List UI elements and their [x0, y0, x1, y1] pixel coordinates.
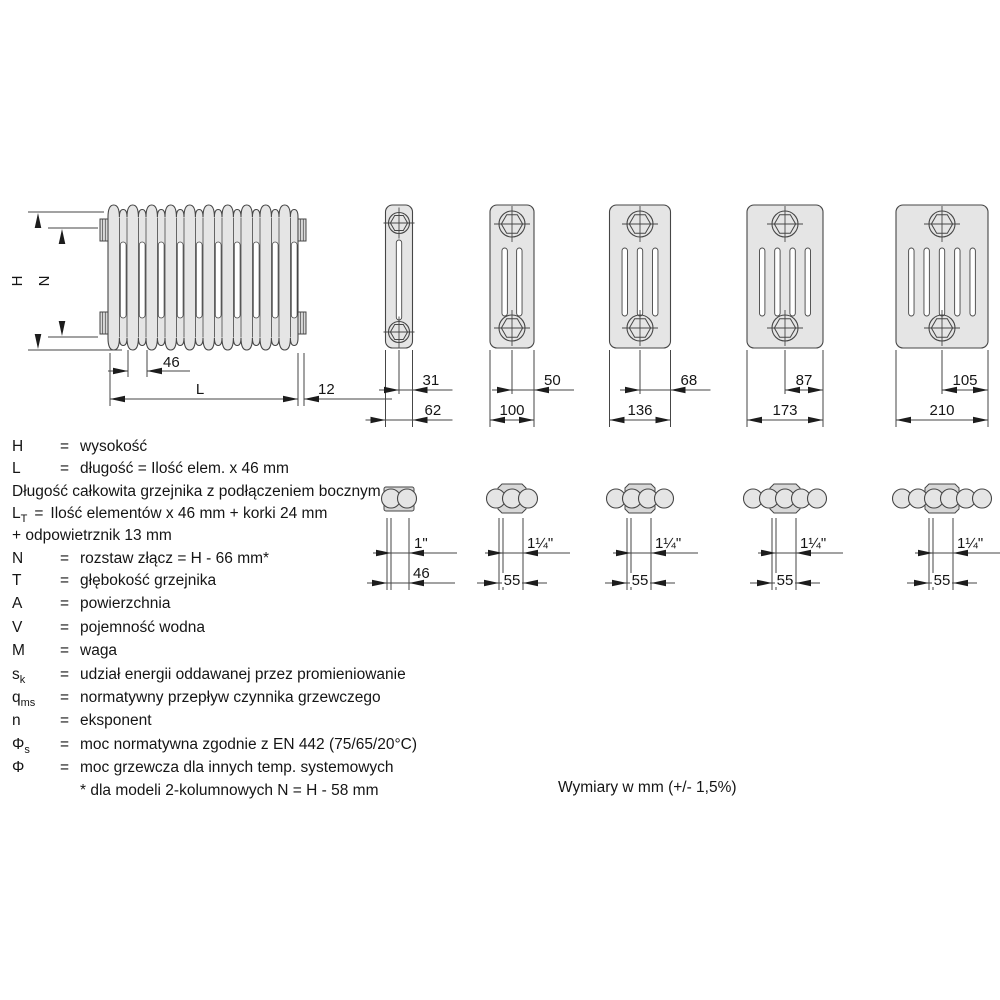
section-slot — [939, 248, 944, 316]
half-depth-dim-label: 68 — [680, 372, 698, 389]
legend-note-text: + odpowietrznik 13 mm — [12, 527, 172, 544]
dimension-arrow — [488, 550, 503, 557]
pitch-dim-label: 55 — [503, 572, 521, 589]
legend-symbol — [12, 688, 35, 709]
connection-size-label: 1¼" — [655, 535, 682, 552]
dimension-arrow — [918, 550, 933, 557]
dimension-arrow — [371, 417, 386, 424]
dimension-arrow — [914, 580, 929, 587]
column-tube-circle — [973, 489, 992, 508]
dimension-arrow — [761, 550, 776, 557]
dimension-arrow — [35, 334, 42, 349]
legend-equals: = — [60, 460, 70, 477]
connection-size-label: 1" — [414, 535, 428, 552]
section-slot — [517, 248, 522, 316]
connection-size-label: 1¼" — [527, 535, 554, 552]
dimension-arrow — [147, 368, 162, 375]
section-slot — [909, 248, 914, 316]
legend-equals: = — [60, 666, 70, 683]
tube-gap-slot — [196, 242, 202, 318]
top-view-6-column — [893, 484, 1000, 590]
tube-gap-slot — [177, 242, 183, 318]
legend-description: rozstaw złącz = H - 66 mm* — [80, 550, 270, 567]
dimension-arrow — [747, 417, 762, 424]
dimension-arrow — [973, 417, 988, 424]
legend-symbol-main: V — [12, 619, 23, 636]
legend-symbol-main: s — [12, 666, 20, 683]
legend-symbol — [12, 641, 25, 662]
dimension-arrow — [808, 417, 823, 424]
legend-symbol-main: M — [12, 642, 25, 659]
connection-stub — [100, 219, 108, 241]
legend-row — [80, 781, 378, 801]
section-slot — [622, 248, 627, 316]
legend-description: waga — [80, 642, 118, 659]
section-slot — [653, 248, 658, 316]
column-tube-circle — [398, 489, 417, 508]
legend-symbol-subscript: s — [24, 744, 30, 756]
front-view-radiator — [9, 205, 392, 406]
tube-gap-slot — [139, 242, 145, 318]
legend-description: powierzchnia — [80, 595, 171, 612]
pitch-dim-label: 55 — [631, 572, 649, 589]
dimension-arrow — [35, 213, 42, 228]
legend-symbol-subscript: ms — [20, 697, 36, 709]
legend-symbol-main: n — [12, 712, 21, 729]
legend-equals: = — [60, 438, 70, 455]
cross-section-5-column — [747, 205, 823, 427]
cross-section-views — [366, 205, 989, 427]
legend-symbol-main: q — [12, 689, 21, 706]
legend-row — [12, 504, 327, 525]
legend-symbol — [12, 459, 21, 480]
legend-description: głębokość grzejnika — [80, 572, 217, 589]
legend-row — [12, 526, 172, 546]
legend-note-text: * dla modeli 2-kolumnowych N = H - 58 mm — [80, 782, 379, 799]
dimension-arrow — [651, 580, 666, 587]
connection-stub — [298, 219, 306, 241]
legend-symbol-subscript: k — [19, 674, 26, 686]
legend-symbol-main: Φ — [12, 759, 25, 776]
tube-gap-slot — [158, 242, 164, 318]
legend-description: udział energii oddawanej przez promieniowanie — [80, 666, 406, 683]
connection-stub — [100, 312, 108, 334]
legend-equals: = — [60, 595, 70, 612]
half-depth-dim-label: 31 — [422, 372, 440, 389]
legend-equals: = — [34, 505, 44, 522]
pitch-dim-label: 55 — [933, 572, 951, 589]
legend-description: moc normatywna zgodnie z EN 442 (75/65/20°C) — [80, 736, 418, 753]
legend-symbol — [12, 549, 23, 570]
height-dim-label: H — [9, 275, 26, 287]
section-slot — [760, 248, 765, 316]
column-tube-circle — [655, 489, 674, 508]
cross-section-3-column — [490, 205, 574, 427]
column-tube-circle — [519, 489, 538, 508]
dimension-arrow — [497, 387, 512, 394]
dimension-arrow — [796, 580, 811, 587]
legend-symbol — [12, 594, 22, 615]
dimension-arrow — [757, 580, 772, 587]
dimension-arrow — [113, 368, 128, 375]
legend-description: długość = Ilość elem. x 46 mm — [80, 460, 289, 477]
dimension-arrow — [612, 580, 627, 587]
section-slot — [396, 240, 401, 320]
legend-equals: = — [60, 550, 70, 567]
column-tube-circle — [808, 489, 827, 508]
dimension-arrow — [59, 321, 66, 336]
legend-equals: = — [60, 689, 70, 706]
depth-dim-label: 62 — [424, 402, 442, 419]
legend-equals: = — [60, 619, 70, 636]
section-slot — [805, 248, 810, 316]
dimension-arrow — [376, 550, 391, 557]
connection-size-label: 1¼" — [800, 535, 827, 552]
section-slot — [775, 248, 780, 316]
legend-symbol — [12, 571, 21, 592]
half-depth-dim-label: 105 — [952, 372, 978, 389]
section-slot — [924, 248, 929, 316]
tube-gap-slot — [291, 242, 297, 318]
dimension-arrow — [372, 580, 387, 587]
top-view-5-column — [744, 484, 844, 590]
depth-dim-label: 210 — [929, 402, 955, 419]
tube-gap-slot — [234, 242, 240, 318]
dimension-arrow — [953, 580, 968, 587]
dimension-arrow — [110, 396, 125, 403]
dimension-arrow — [656, 417, 671, 424]
legend-symbol — [12, 758, 24, 779]
legend-description: eksponent — [80, 712, 152, 729]
legend-symbol-main: Φ — [12, 736, 25, 753]
legend-row — [12, 482, 381, 502]
dimension-arrow — [616, 550, 631, 557]
legend-symbol: L — [12, 505, 21, 522]
top-view-4-column — [605, 484, 698, 590]
legend-symbol-main: H — [12, 438, 24, 455]
legend-description: normatywny przepływ czynnika grzewczego — [80, 689, 381, 706]
section-slot — [502, 248, 507, 316]
legend-description: pojemność wodna — [80, 619, 205, 636]
element-width-dim-label: 46 — [163, 354, 180, 371]
legend-description: moc grzewcza dla innych temp. systemowych — [80, 759, 394, 776]
connection-size-label: 1¼" — [957, 535, 984, 552]
section-slot — [955, 248, 960, 316]
legend-description: Ilość elementów x 46 mm + korki 24 mm — [50, 505, 328, 522]
legend-symbol — [12, 735, 30, 756]
legend-equals: = — [60, 642, 70, 659]
legend-symbol — [12, 711, 21, 732]
half-depth-dim-label: 50 — [544, 372, 561, 389]
cross-section-2-column — [366, 205, 453, 427]
legend-equals: = — [60, 759, 70, 776]
dimension-arrow — [304, 396, 319, 403]
legend-symbol-main: L — [12, 460, 21, 477]
legend-symbol-subscript: T — [20, 513, 28, 525]
section-slot — [790, 248, 795, 316]
dimension-arrow — [484, 580, 499, 587]
dimension-arrow — [59, 229, 66, 244]
pitch-dim-label: 46 — [413, 565, 430, 582]
depth-dim-label: 173 — [772, 402, 798, 419]
dimension-arrow — [896, 417, 911, 424]
tube-gap-slot — [215, 242, 221, 318]
dimensions-note: Wymiary w mm (+/- 1,5%) — [558, 779, 737, 796]
legend-symbol-main: N — [12, 550, 24, 567]
pitch-dim-label: 55 — [776, 572, 794, 589]
top-views — [367, 484, 1000, 590]
legend-equals: = — [60, 572, 70, 589]
legend-symbol — [12, 618, 22, 639]
half-depth-dim-label: 87 — [795, 372, 813, 389]
legend-symbol — [12, 665, 25, 686]
legend-symbol-main: A — [12, 595, 23, 612]
dimension-arrow — [283, 396, 298, 403]
legend-equals: = — [60, 712, 70, 729]
dimension-arrow — [610, 417, 625, 424]
tube-gap-slot — [120, 242, 126, 318]
section-slot — [637, 248, 642, 316]
tube-gap-slot — [253, 242, 259, 318]
legend-symbol — [12, 437, 23, 458]
depth-dim-label: 136 — [627, 402, 653, 419]
legend-description: wysokość — [80, 438, 148, 455]
depth-dim-label: 100 — [499, 402, 525, 419]
top-view-3-column — [477, 484, 570, 590]
connector-spacing-dim-label: N — [36, 275, 53, 287]
dimension-arrow — [384, 387, 399, 394]
dimension-arrow — [523, 580, 538, 587]
legend-note-text: Długość całkowita grzejnika z podłączeniem bocznym — [12, 483, 381, 500]
section-slot — [970, 248, 975, 316]
length-dim-label: L — [195, 381, 205, 398]
top-view-2-column — [367, 487, 457, 590]
legend-equals: = — [60, 736, 70, 753]
cross-section-4-column — [610, 205, 711, 427]
legend-symbol-main: T — [12, 572, 22, 589]
connection-stub — [298, 312, 306, 334]
side-connection-dim-label: 12 — [318, 381, 335, 398]
dimension-arrow — [625, 387, 640, 394]
cross-section-6-column — [896, 205, 988, 427]
tube-gap-slot — [272, 242, 278, 318]
